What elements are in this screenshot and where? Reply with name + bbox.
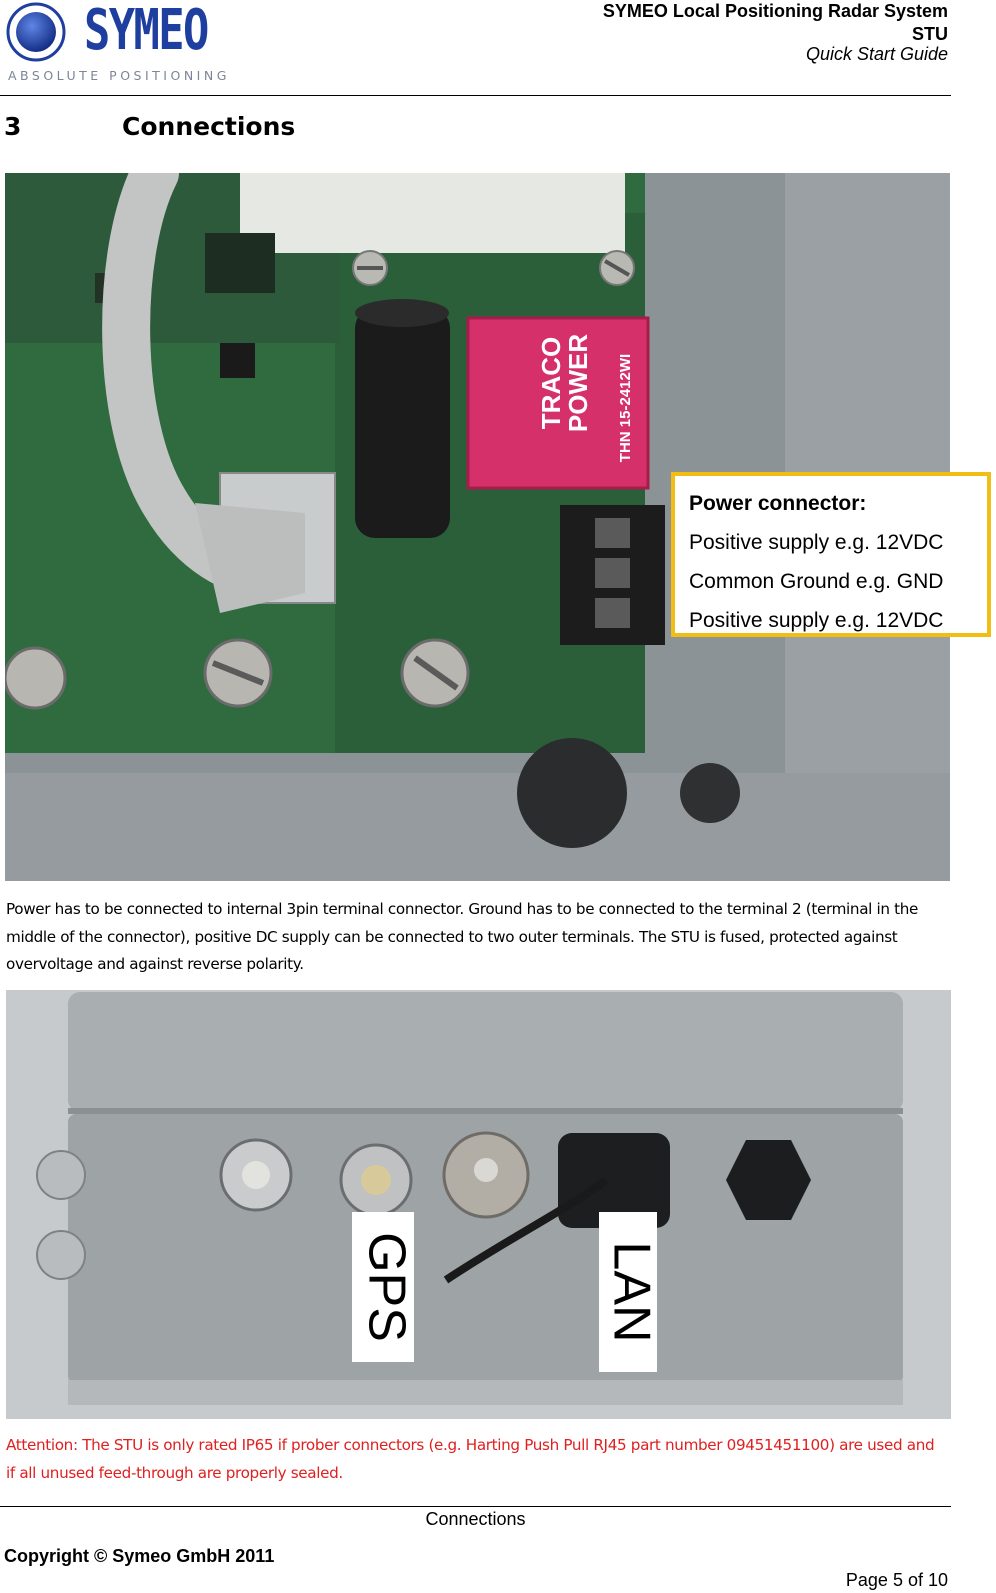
- footer-page-number: Page 5 of 10: [845, 1570, 948, 1590]
- logo-circle-icon: [6, 2, 66, 62]
- footer-divider: [0, 1506, 951, 1507]
- symeo-logo: [6, 0, 230, 84]
- traco-brand-line1: TRACO: [536, 336, 566, 430]
- power-connector-callout: [671, 472, 991, 637]
- traco-model: THN 15-2412WI: [617, 353, 634, 463]
- attention-note: Attention: The STU is only rated IP65 if prober connectors (e.g. Harting Push Pull RJ45 part number 09451451100) are used and if all unused feed-through are properly sealed.: [6, 1436, 935, 1482]
- logo-tagline: ABSOLUTE POSITIONING: [8, 68, 230, 83]
- traco-brand-line2: POWER: [563, 333, 593, 433]
- footer-section-name: Connections: [425, 1509, 526, 1529]
- header-divider: [0, 95, 951, 96]
- stu-exterior-photo: [6, 990, 951, 1419]
- gps-label: GPS: [357, 1232, 416, 1342]
- document-subtitle: Quick Start Guide: [805, 44, 948, 64]
- page-header: [0, 0, 996, 96]
- lan-label: LAN: [602, 1241, 661, 1343]
- document-title-line1: SYMEO Local Positioning Radar System: [602, 1, 948, 21]
- stu-exterior-illustration: [6, 990, 951, 1419]
- document-title-line2: STU: [912, 24, 948, 44]
- power-description-text: Power has to be connected to internal 3pin terminal connector. Ground has to be connected to the terminal 2 (terminal in the middle of the connector), positive DC supply can be connected to two outer terminals. The STU is fused, protected against overvoltage and against reverse polarity.: [6, 900, 919, 973]
- callout-line-3: Positive supply e.g. 12VDC: [689, 609, 944, 632]
- callout-title: Power connector:: [689, 492, 867, 515]
- callout-line-1: Positive supply e.g. 12VDC: [689, 531, 944, 554]
- section-heading: [4, 112, 295, 141]
- document-title: [603, 0, 948, 46]
- callout-line-2: Common Ground e.g. GND: [689, 570, 944, 593]
- section-number: 3: [4, 112, 22, 141]
- logo-wordmark: SYMEO: [84, 0, 208, 63]
- footer-copyright: Copyright © Symeo GmbH 2011: [4, 1546, 275, 1566]
- section-title: Connections: [122, 112, 296, 141]
